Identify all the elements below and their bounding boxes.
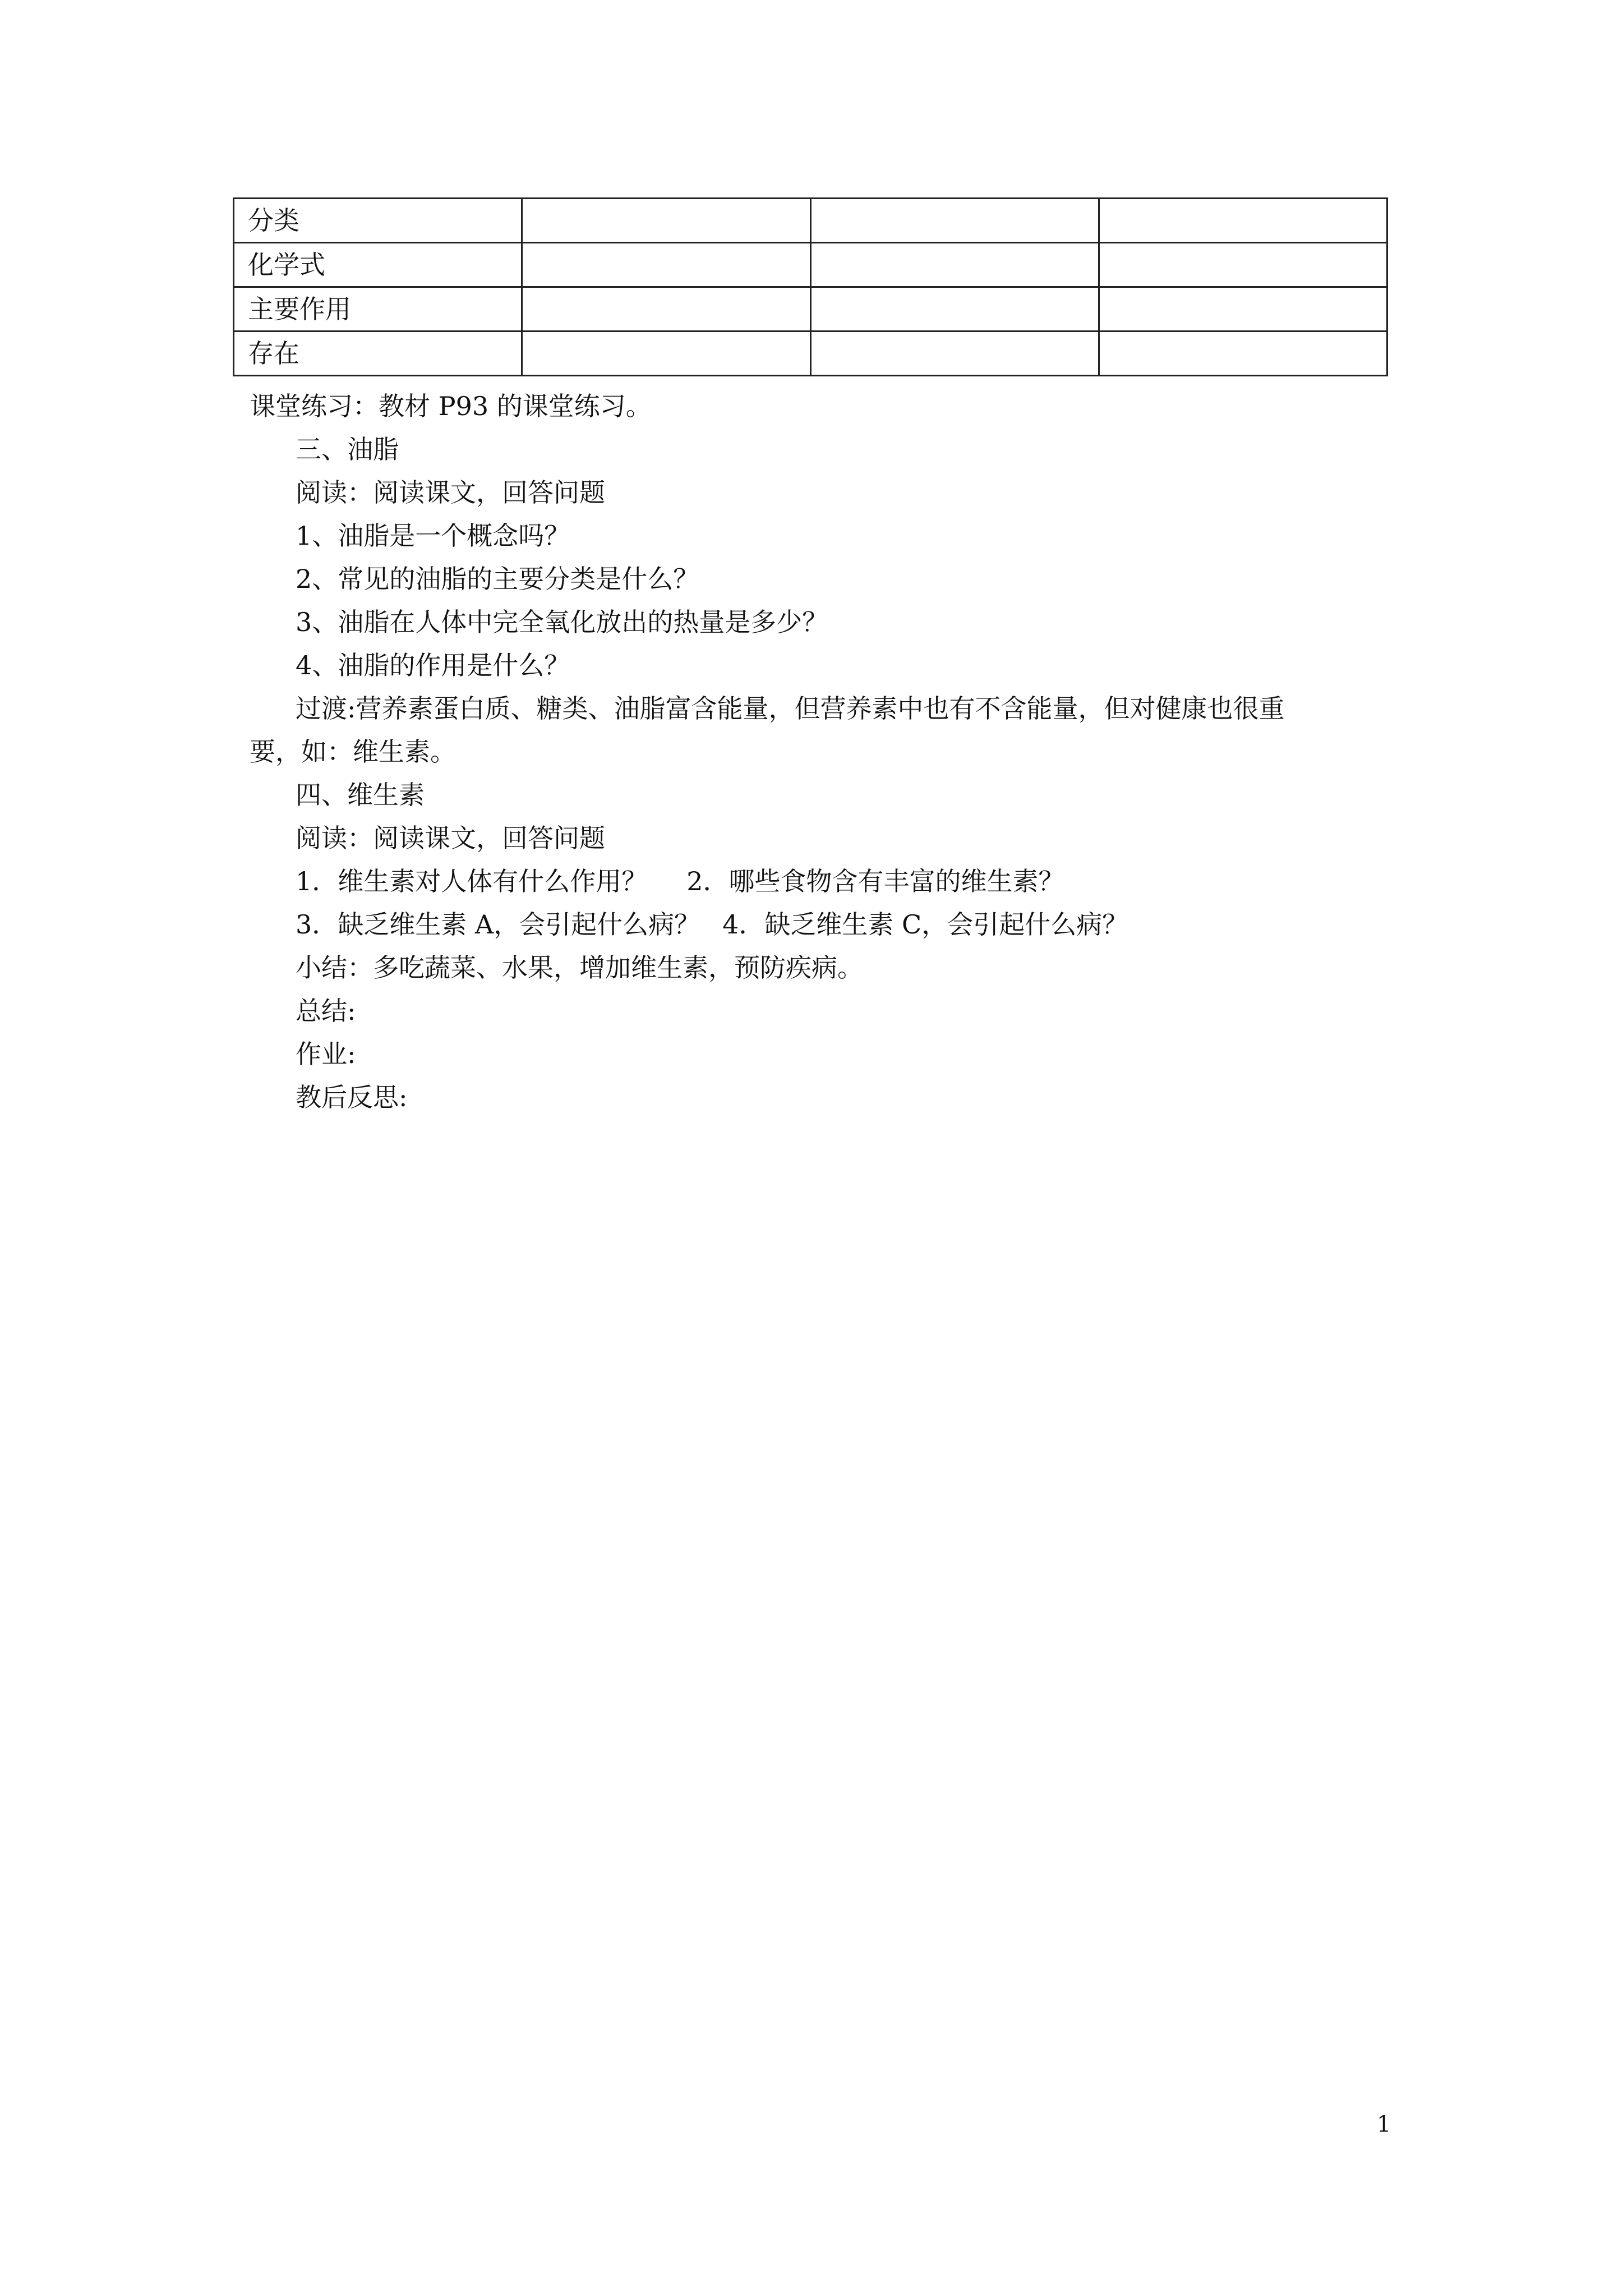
row-label: 主要作用 [234, 287, 522, 332]
section-title-vitamins: 四、维生素 [296, 780, 425, 810]
table-cell [1099, 287, 1387, 332]
short-summary: 小结：多吃蔬菜、水果，增加维生素，预防疾病。 [296, 953, 863, 983]
question-text: 3．缺乏维生素 A，会引起什么病？ [296, 909, 700, 940]
page-number: 1 [1377, 2111, 1391, 2137]
table-cell [810, 199, 1099, 243]
question-text: 4．缺乏维生素 C，会引起什么病？ [722, 909, 1128, 940]
reflection-label: 教后反思: [296, 1082, 408, 1112]
question-pair [296, 864, 1064, 898]
table-cell [1099, 243, 1387, 287]
question-text: 2．哪些食物含有丰富的维生素？ [686, 866, 1064, 896]
question-line: 4、油脂的作用是什么？ [296, 650, 570, 680]
table-cell [810, 332, 1099, 376]
row-label: 化学式 [234, 243, 522, 287]
table-row [234, 287, 1387, 332]
table-cell [810, 243, 1099, 287]
section-title-fats: 三、油脂 [296, 434, 399, 464]
table-row [234, 332, 1387, 376]
table-cell [522, 199, 810, 243]
question-line: 2、常见的油脂的主要分类是什么？ [296, 564, 699, 594]
table-cell [1099, 199, 1387, 243]
summary-label: 总结: [296, 996, 356, 1026]
row-label: 存在 [234, 332, 522, 376]
reading-instruction: 阅读：阅读课文，回答问题 [296, 477, 605, 508]
transition-line-continued: 要，如：维生素。 [250, 737, 456, 767]
table-row [234, 199, 1387, 243]
homework-label: 作业: [296, 1039, 356, 1069]
question-pair [296, 908, 1128, 941]
table-cell [1099, 332, 1387, 376]
question-text: 1．维生素对人体有什么作用？ [296, 866, 648, 896]
table-cell [522, 287, 810, 332]
question-line: 1、油脂是一个概念吗？ [296, 521, 570, 551]
table-cell [522, 332, 810, 376]
question-line: 3、油脂在人体中完全氧化放出的热量是多少？ [296, 607, 828, 637]
table-row [234, 243, 1387, 287]
exercise-line: 课堂练习：教材 P93 的课堂练习。 [250, 391, 652, 421]
table-cell [522, 243, 810, 287]
transition-line: 过渡:营养素蛋白质、糖类、油脂富含能量，但营养素中也有不含能量，但对健康也很重 [296, 693, 1285, 724]
table-cell [810, 287, 1099, 332]
row-label: 分类 [234, 199, 522, 243]
reading-instruction: 阅读：阅读课文，回答问题 [296, 823, 605, 853]
nutrient-table [233, 197, 1388, 376]
